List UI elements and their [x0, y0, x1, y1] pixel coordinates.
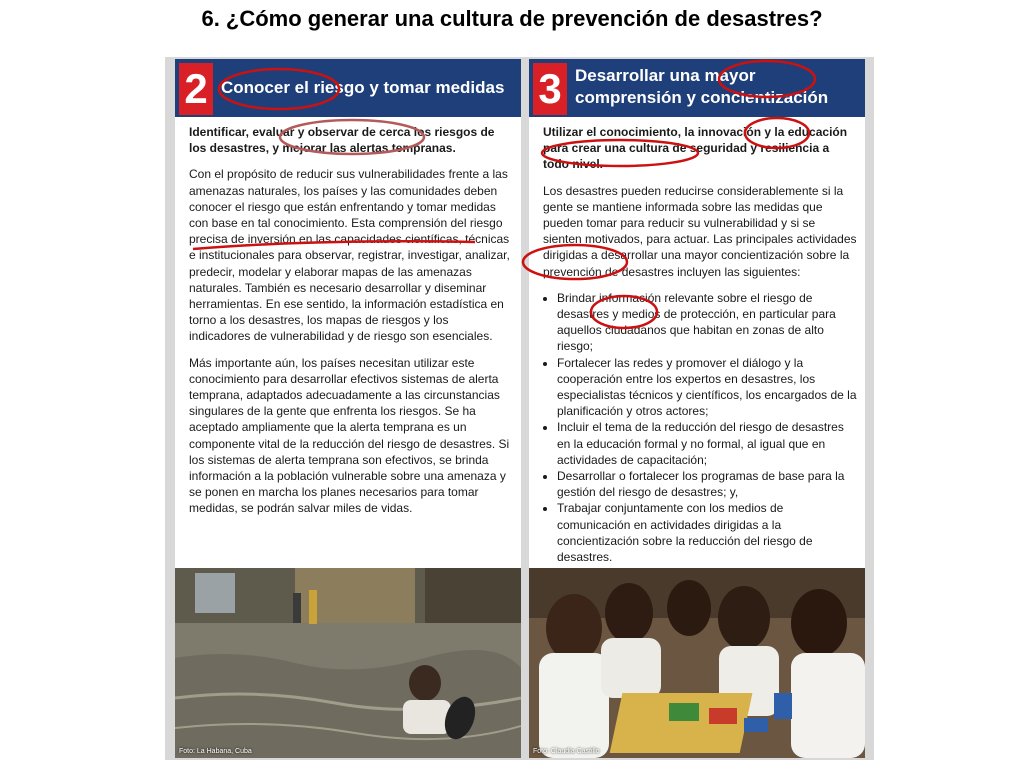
- left-number-box: 2: [179, 63, 213, 115]
- annotation-circle: [280, 120, 424, 154]
- annotation-circle: [745, 118, 809, 148]
- right-number-box: 3: [533, 63, 567, 115]
- right-lead: Utilizar el conocimiento, la innovación y la educación para crear una cultura de seguridad y resiliencia a todo nivel.: [543, 125, 848, 172]
- bullet-item: • Trabajar conjuntamente con los medios de comunicación en actividades dirigidas a la concientización sobre la reducción del riesgo de desastres.: [557, 500, 857, 565]
- annotation-underline: [193, 241, 475, 249]
- annotation-circle: [542, 140, 698, 166]
- left-lead: Identificar, evaluar y observar de cerca los riesgos de los desastres, y mejorar las alertas tempranas.: [189, 125, 495, 156]
- annotation-circle: [219, 69, 339, 109]
- left-paragraph-1: Con el propósito de reducir sus vulnerabilidades frente a las amenazas naturales, los países y las comunidades deben conocer el riesgo que están enfrentando y tomar medidas con base en tal conocimiento. Esta comprensión del riesgo precisa de inversión en las capacidades científicas, técnicas e institucionales para observar, registrar, investigar, analizar, predecir, modelar y elaborar mapas de las amenazas naturales. También es necesario desarrollar y diseminar herramientas. En ese sentido, la información estadística en torno a los desastres, los mapas de riesgos y los indicadores de vulnerabilidad y de riesgo son esenciales.: [189, 167, 510, 344]
- scanned-page: [165, 57, 874, 760]
- annotation-circle: [591, 296, 657, 328]
- bullet-item: • Desarrollar o fortalecer los programas de base para la gestión del riesgo de desastres; y,: [557, 468, 857, 500]
- bullet-item: • Incluir el tema de la reducción del riesgo de desastres en la educación formal y no formal, al igual que en actividades de capacitación;: [557, 419, 857, 468]
- left-photo-credit: Foto: La Habana, Cuba: [179, 748, 252, 755]
- annotation-circle: [523, 245, 627, 279]
- bullet-item: • Fortalecer las redes y promover el diálogo y la cooperación entre los expertos en desastres, los especialistas técnicos y científicos, los encargados de la planificación y otros actores;: [557, 355, 857, 420]
- right-photo-credit: Foto: Claudia Castillo: [533, 748, 600, 755]
- left-banner-title: Conocer el riesgo y tomar medidas: [221, 78, 505, 97]
- left-paragraph-2: Más importante aún, los países necesitan utilizar este conocimiento para desarrollar efectivos sistemas de alerta temprana, adaptados adecuadamente a las circunstancias singulares de la gente que enfrenta los riesgos. Se ha aceptado ampliamente que la alerta temprana es un componente vital de la reducción del riesgo de desastres. Si los sistemas de alerta temprana son efectivos, se brinda información a la población vulnerable sobre una amenaza y se ponen en marcha los planes necesarios para tomar medidas, se podrán salvar miles de vidas.: [189, 355, 510, 516]
- slide-title: 6. ¿Cómo generar una cultura de prevención de desastres?: [201, 6, 823, 31]
- right-banner-title: Desarrollar una mayor comprensión y concientización: [575, 66, 829, 107]
- bullet-item: • Brindar información relevante sobre el riesgo de desastres y medios de protección, en particular para aquellos ciudadanos que habitan en zonas de alto riesgo;: [557, 290, 857, 355]
- annotation-layer: [165, 57, 874, 760]
- right-paragraph-1: Los desastres pueden reducirse considerablemente si la gente se mantiene informada sobre las medidas que pueden tomar para reducir su vulnerabilidad y si se sienten motivados, para actuar. Las principales actividades dirigidas a desarrollar una mayor concientización sobre la prevención de desastres incluyen las siguientes:: [543, 183, 857, 279]
- annotation-circle: [719, 61, 815, 97]
